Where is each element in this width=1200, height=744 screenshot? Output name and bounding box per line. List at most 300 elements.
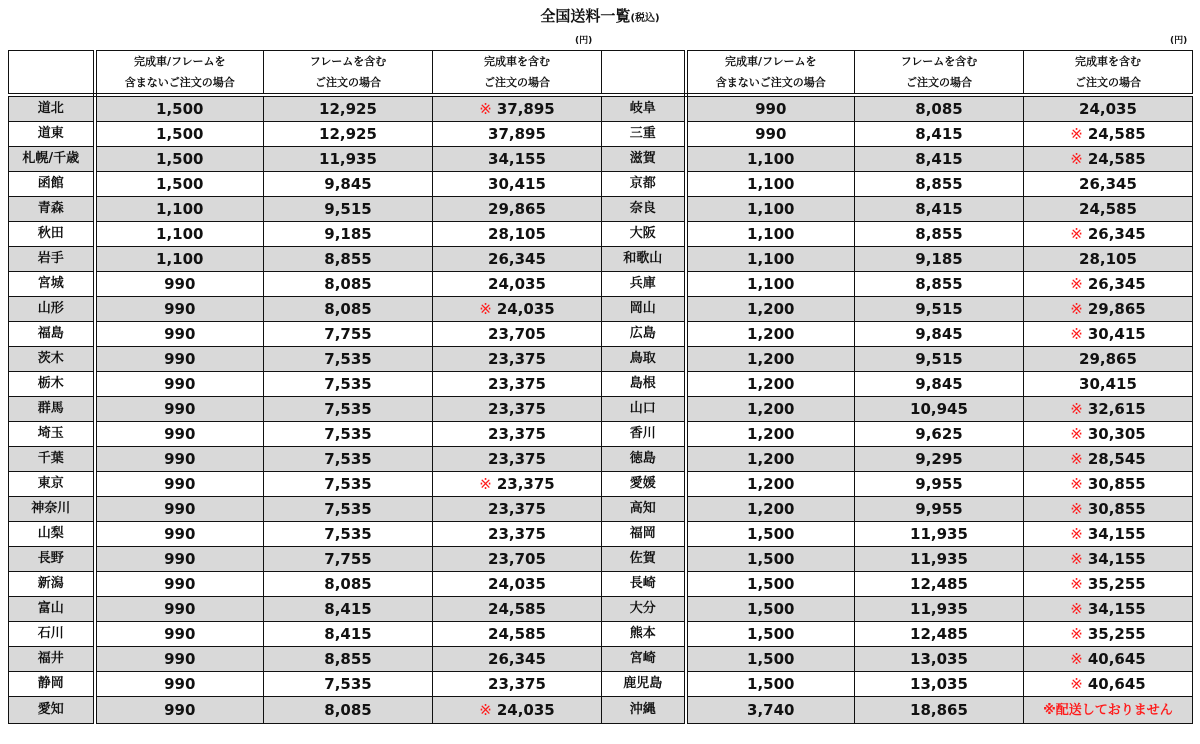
with-frame-cell: 8,855 bbox=[855, 172, 1024, 197]
asterisk-mark-icon: ※ bbox=[1070, 625, 1083, 643]
table-row bbox=[9, 522, 1193, 547]
with-bike-cell bbox=[433, 247, 602, 272]
no-frame-cell: 990 bbox=[686, 95, 855, 122]
with-frame-cell: 8,415 bbox=[855, 147, 1024, 172]
with-bike-cell bbox=[433, 222, 602, 247]
with-bike-value: 23,375 bbox=[488, 350, 546, 368]
with-bike-cell bbox=[433, 372, 602, 397]
fee-table-body bbox=[9, 95, 1193, 724]
region-cell: 福岡 bbox=[602, 522, 686, 547]
header-no-frame-left: 完成車/フレームを 含まないご注文の場合 bbox=[95, 51, 264, 96]
with-bike-cell bbox=[433, 447, 602, 472]
with-bike-cell bbox=[433, 572, 602, 597]
with-frame-cell: 13,035 bbox=[855, 672, 1024, 697]
with-bike-value: 34,155 bbox=[1087, 550, 1146, 568]
no-frame-cell: 1,100 bbox=[686, 147, 855, 172]
region-cell: 宮城 bbox=[9, 272, 95, 297]
region-cell: 佐賀 bbox=[602, 547, 686, 572]
with-bike-cell bbox=[1024, 95, 1193, 122]
no-frame-cell: 1,100 bbox=[686, 272, 855, 297]
region-cell: 島根 bbox=[602, 372, 686, 397]
with-bike-cell bbox=[433, 322, 602, 347]
with-bike-cell bbox=[1024, 597, 1193, 622]
no-frame-cell: 1,200 bbox=[686, 347, 855, 372]
with-bike-value: 26,345 bbox=[488, 250, 546, 268]
no-frame-cell: 3,740 bbox=[686, 697, 855, 724]
with-bike-value: 34,155 bbox=[1087, 525, 1146, 543]
asterisk-mark-icon: ※ bbox=[1070, 425, 1083, 443]
no-frame-cell: 1,200 bbox=[686, 422, 855, 447]
no-frame-cell: 990 bbox=[95, 322, 264, 347]
with-bike-cell bbox=[433, 422, 602, 447]
table-row bbox=[9, 222, 1193, 247]
with-bike-value: 24,035 bbox=[496, 701, 555, 719]
table-row bbox=[9, 322, 1193, 347]
no-frame-cell: 990 bbox=[95, 597, 264, 622]
with-frame-cell: 7,755 bbox=[264, 322, 433, 347]
region-cell: 道東 bbox=[9, 122, 95, 147]
table-row bbox=[9, 672, 1193, 697]
region-cell: 香川 bbox=[602, 422, 686, 447]
region-cell: 岩手 bbox=[9, 247, 95, 272]
with-bike-value: 28,105 bbox=[488, 225, 546, 243]
no-frame-cell: 990 bbox=[95, 472, 264, 497]
with-bike-cell bbox=[1024, 347, 1193, 372]
with-bike-cell bbox=[1024, 622, 1193, 647]
title-tax-note: (税込) bbox=[630, 13, 660, 24]
with-bike-cell bbox=[433, 272, 602, 297]
header-with-frame-left: フレームを含む ご注文の場合 bbox=[264, 51, 433, 96]
header-with-bike-right: 完成車を含む ご注文の場合 bbox=[1024, 51, 1193, 96]
with-frame-cell: 8,415 bbox=[855, 122, 1024, 147]
header-no-frame-right: 完成車/フレームを 含まないご注文の場合 bbox=[686, 51, 855, 96]
with-bike-cell bbox=[433, 397, 602, 422]
region-cell: 山形 bbox=[9, 297, 95, 322]
with-bike-value: 37,895 bbox=[488, 125, 546, 143]
no-frame-cell: 1,100 bbox=[95, 247, 264, 272]
with-bike-cell bbox=[433, 497, 602, 522]
with-bike-value: 26,345 bbox=[488, 650, 546, 668]
with-frame-cell: 11,935 bbox=[264, 147, 433, 172]
no-frame-cell: 990 bbox=[95, 497, 264, 522]
with-frame-cell: 9,955 bbox=[855, 472, 1024, 497]
with-bike-value: 26,345 bbox=[1087, 275, 1146, 293]
with-frame-cell: 7,535 bbox=[264, 347, 433, 372]
no-frame-cell: 1,200 bbox=[686, 497, 855, 522]
asterisk-mark-icon: ※ bbox=[1070, 450, 1083, 468]
no-frame-cell: 1,200 bbox=[686, 397, 855, 422]
table-row bbox=[9, 472, 1193, 497]
with-frame-cell: 13,035 bbox=[855, 647, 1024, 672]
no-frame-cell: 1,200 bbox=[686, 447, 855, 472]
asterisk-mark-icon: ※ bbox=[1070, 525, 1083, 543]
with-frame-cell: 7,535 bbox=[264, 472, 433, 497]
header-with-frame-right: フレームを含む ご注文の場合 bbox=[855, 51, 1024, 96]
asterisk-mark-icon: ※ bbox=[1070, 600, 1083, 618]
with-frame-cell: 7,535 bbox=[264, 522, 433, 547]
no-frame-cell: 990 bbox=[95, 447, 264, 472]
with-frame-cell: 8,855 bbox=[264, 647, 433, 672]
with-bike-cell bbox=[1024, 397, 1193, 422]
table-row bbox=[9, 272, 1193, 297]
no-frame-cell: 1,100 bbox=[686, 197, 855, 222]
table-row bbox=[9, 347, 1193, 372]
asterisk-mark-icon: ※ bbox=[479, 701, 492, 719]
asterisk-mark-icon: ※ bbox=[1070, 275, 1083, 293]
with-bike-cell bbox=[1024, 672, 1193, 697]
header-row bbox=[9, 51, 1193, 96]
asterisk-mark-icon: ※ bbox=[1070, 150, 1083, 168]
no-frame-cell: 1,500 bbox=[686, 597, 855, 622]
with-bike-cell bbox=[1024, 272, 1193, 297]
table-row bbox=[9, 497, 1193, 522]
with-frame-cell: 9,845 bbox=[264, 172, 433, 197]
with-bike-cell bbox=[433, 597, 602, 622]
region-cell: 和歌山 bbox=[602, 247, 686, 272]
with-bike-value: 23,375 bbox=[488, 375, 546, 393]
no-frame-cell: 990 bbox=[95, 422, 264, 447]
region-cell: 愛知 bbox=[9, 697, 95, 724]
with-bike-cell bbox=[433, 172, 602, 197]
region-cell: 神奈川 bbox=[9, 497, 95, 522]
with-frame-cell: 7,535 bbox=[264, 447, 433, 472]
with-frame-cell: 12,485 bbox=[855, 572, 1024, 597]
no-frame-cell: 990 bbox=[95, 547, 264, 572]
no-frame-cell: 1,100 bbox=[95, 222, 264, 247]
with-bike-value: 29,865 bbox=[1087, 300, 1146, 318]
with-bike-value: 26,345 bbox=[1079, 175, 1137, 193]
with-bike-value: 23,375 bbox=[488, 525, 546, 543]
with-frame-cell: 12,925 bbox=[264, 95, 433, 122]
table-row bbox=[9, 297, 1193, 322]
with-bike-value: 24,585 bbox=[1087, 125, 1146, 143]
with-bike-cell bbox=[1024, 572, 1193, 597]
with-frame-cell: 7,535 bbox=[264, 372, 433, 397]
with-bike-cell bbox=[433, 147, 602, 172]
region-cell: 静岡 bbox=[9, 672, 95, 697]
with-frame-cell: 7,535 bbox=[264, 397, 433, 422]
region-cell: 鳥取 bbox=[602, 347, 686, 372]
with-bike-cell bbox=[433, 347, 602, 372]
region-cell: 青森 bbox=[9, 197, 95, 222]
with-bike-value: 23,375 bbox=[488, 500, 546, 518]
table-row bbox=[9, 372, 1193, 397]
region-cell: 岐阜 bbox=[602, 95, 686, 122]
with-bike-cell bbox=[1024, 447, 1193, 472]
region-cell: 奈良 bbox=[602, 197, 686, 222]
table-row bbox=[9, 95, 1193, 122]
table-row bbox=[9, 147, 1193, 172]
region-cell: 大阪 bbox=[602, 222, 686, 247]
no-frame-cell: 1,500 bbox=[686, 522, 855, 547]
with-frame-cell: 9,625 bbox=[855, 422, 1024, 447]
asterisk-mark-icon: ※ bbox=[1070, 125, 1083, 143]
no-frame-cell: 1,100 bbox=[686, 172, 855, 197]
table-row bbox=[9, 247, 1193, 272]
no-frame-cell: 1,500 bbox=[686, 647, 855, 672]
with-bike-value: 29,865 bbox=[1079, 350, 1137, 368]
with-bike-value: 28,545 bbox=[1087, 450, 1146, 468]
with-frame-cell: 8,855 bbox=[264, 247, 433, 272]
region-cell: 富山 bbox=[9, 597, 95, 622]
region-cell: 大分 bbox=[602, 597, 686, 622]
with-bike-cell bbox=[433, 122, 602, 147]
with-bike-value: 37,895 bbox=[496, 100, 555, 118]
with-frame-cell: 9,515 bbox=[264, 197, 433, 222]
with-bike-value: 24,585 bbox=[1087, 150, 1146, 168]
region-cell: 徳島 bbox=[602, 447, 686, 472]
with-bike-value: 24,585 bbox=[488, 600, 546, 618]
with-bike-cell bbox=[1024, 322, 1193, 347]
no-frame-cell: 1,100 bbox=[686, 247, 855, 272]
no-frame-cell: 1,200 bbox=[686, 297, 855, 322]
asterisk-mark-icon: ※ bbox=[1070, 225, 1083, 243]
region-cell: 栃木 bbox=[9, 372, 95, 397]
asterisk-mark-icon: ※ bbox=[1070, 475, 1083, 493]
region-cell: 群馬 bbox=[9, 397, 95, 422]
region-cell: 岡山 bbox=[602, 297, 686, 322]
with-frame-cell: 9,515 bbox=[855, 347, 1024, 372]
with-frame-cell: 9,845 bbox=[855, 322, 1024, 347]
with-frame-cell: 7,535 bbox=[264, 422, 433, 447]
with-frame-cell: 11,935 bbox=[855, 522, 1024, 547]
table-row bbox=[9, 647, 1193, 672]
with-bike-value: 24,585 bbox=[1079, 200, 1137, 218]
region-cell: 宮崎 bbox=[602, 647, 686, 672]
table-row bbox=[9, 572, 1193, 597]
with-bike-cell bbox=[433, 197, 602, 222]
no-frame-cell: 990 bbox=[95, 572, 264, 597]
with-bike-value: 26,345 bbox=[1087, 225, 1146, 243]
no-frame-cell: 990 bbox=[95, 397, 264, 422]
no-frame-cell: 990 bbox=[95, 347, 264, 372]
asterisk-mark-icon: ※ bbox=[1070, 325, 1083, 343]
with-bike-value: 40,645 bbox=[1087, 650, 1146, 668]
with-bike-value: 28,105 bbox=[1079, 250, 1137, 268]
no-frame-cell: 1,500 bbox=[95, 95, 264, 122]
no-frame-cell: 1,200 bbox=[686, 372, 855, 397]
with-bike-value: 30,855 bbox=[1087, 500, 1146, 518]
with-frame-cell: 8,085 bbox=[264, 297, 433, 322]
region-cell: 道北 bbox=[9, 95, 95, 122]
asterisk-mark-icon: ※ bbox=[479, 475, 492, 493]
with-bike-value: 23,375 bbox=[488, 450, 546, 468]
with-bike-value: 23,375 bbox=[496, 475, 555, 493]
with-bike-cell bbox=[433, 647, 602, 672]
no-frame-cell: 990 bbox=[686, 122, 855, 147]
with-bike-cell bbox=[433, 672, 602, 697]
no-frame-cell: 990 bbox=[95, 372, 264, 397]
with-bike-cell bbox=[1024, 522, 1193, 547]
no-frame-cell: 1,500 bbox=[686, 622, 855, 647]
with-frame-cell: 7,535 bbox=[264, 672, 433, 697]
region-cell: 兵庫 bbox=[602, 272, 686, 297]
with-frame-cell: 18,865 bbox=[855, 697, 1024, 724]
no-frame-cell: 990 bbox=[95, 672, 264, 697]
with-frame-cell: 8,085 bbox=[855, 95, 1024, 122]
region-cell: 福井 bbox=[9, 647, 95, 672]
shipping-fee-table bbox=[8, 50, 1193, 724]
asterisk-mark-icon: ※ bbox=[1070, 550, 1083, 568]
with-bike-value: 23,705 bbox=[488, 325, 546, 343]
with-frame-cell: 8,415 bbox=[264, 622, 433, 647]
with-bike-cell bbox=[1024, 172, 1193, 197]
no-frame-cell: 990 bbox=[95, 297, 264, 322]
with-bike-value: 23,705 bbox=[488, 550, 546, 568]
region-cell: 新潟 bbox=[9, 572, 95, 597]
region-cell: 千葉 bbox=[9, 447, 95, 472]
with-frame-cell: 9,185 bbox=[264, 222, 433, 247]
with-bike-value: 24,035 bbox=[488, 275, 546, 293]
with-bike-value: 24,035 bbox=[496, 300, 555, 318]
region-cell: 長野 bbox=[9, 547, 95, 572]
asterisk-mark-icon: ※ bbox=[1070, 675, 1083, 693]
with-bike-cell bbox=[1024, 647, 1193, 672]
with-bike-cell bbox=[433, 95, 602, 122]
with-frame-cell: 12,485 bbox=[855, 622, 1024, 647]
with-frame-cell: 7,755 bbox=[264, 547, 433, 572]
with-bike-value: 30,415 bbox=[1079, 375, 1137, 393]
region-cell: 広島 bbox=[602, 322, 686, 347]
with-bike-value: 40,645 bbox=[1087, 675, 1146, 693]
no-frame-cell: 1,500 bbox=[95, 122, 264, 147]
region-cell: 愛媛 bbox=[602, 472, 686, 497]
no-frame-cell: 1,500 bbox=[686, 572, 855, 597]
region-cell: 高知 bbox=[602, 497, 686, 522]
with-bike-value: 35,255 bbox=[1087, 575, 1146, 593]
with-bike-value: 23,375 bbox=[488, 400, 546, 418]
with-frame-cell: 11,935 bbox=[855, 597, 1024, 622]
not-shipped-note: ※配送しておりません bbox=[1043, 703, 1173, 718]
table-row bbox=[9, 197, 1193, 222]
asterisk-mark-icon: ※ bbox=[1070, 575, 1083, 593]
with-frame-cell: 8,085 bbox=[264, 272, 433, 297]
with-bike-cell bbox=[1024, 247, 1193, 272]
with-frame-cell: 9,185 bbox=[855, 247, 1024, 272]
with-bike-cell bbox=[1024, 197, 1193, 222]
with-bike-cell bbox=[1024, 547, 1193, 572]
with-frame-cell: 8,415 bbox=[264, 597, 433, 622]
no-frame-cell: 990 bbox=[95, 647, 264, 672]
with-frame-cell: 9,295 bbox=[855, 447, 1024, 472]
with-frame-cell: 9,955 bbox=[855, 497, 1024, 522]
table-row bbox=[9, 622, 1193, 647]
with-bike-value: 23,375 bbox=[488, 675, 546, 693]
asterisk-mark-icon: ※ bbox=[479, 100, 492, 118]
region-cell: 京都 bbox=[602, 172, 686, 197]
region-cell: 鹿児島 bbox=[602, 672, 686, 697]
header-region-right bbox=[602, 51, 686, 96]
with-bike-cell bbox=[433, 297, 602, 322]
unit-label-left: (円) bbox=[575, 36, 593, 46]
region-cell: 茨木 bbox=[9, 347, 95, 372]
with-frame-cell: 12,925 bbox=[264, 122, 433, 147]
with-frame-cell: 8,415 bbox=[855, 197, 1024, 222]
table-row bbox=[9, 397, 1193, 422]
no-frame-cell: 990 bbox=[95, 622, 264, 647]
with-bike-cell bbox=[1024, 497, 1193, 522]
region-cell: 秋田 bbox=[9, 222, 95, 247]
asterisk-mark-icon: ※ bbox=[1070, 500, 1083, 518]
table-row bbox=[9, 547, 1193, 572]
with-bike-cell bbox=[1024, 472, 1193, 497]
region-cell: 埼玉 bbox=[9, 422, 95, 447]
asterisk-mark-icon: ※ bbox=[1070, 400, 1083, 418]
table-row bbox=[9, 697, 1193, 724]
with-bike-cell bbox=[1024, 122, 1193, 147]
region-cell: 山口 bbox=[602, 397, 686, 422]
with-frame-cell: 11,935 bbox=[855, 547, 1024, 572]
with-frame-cell: 8,085 bbox=[264, 572, 433, 597]
with-frame-cell: 8,855 bbox=[855, 222, 1024, 247]
with-frame-cell: 8,085 bbox=[264, 697, 433, 724]
with-frame-cell: 7,535 bbox=[264, 497, 433, 522]
with-bike-cell bbox=[433, 697, 602, 724]
with-bike-value: 24,035 bbox=[488, 575, 546, 593]
no-frame-cell: 990 bbox=[95, 522, 264, 547]
table-row bbox=[9, 597, 1193, 622]
no-frame-cell: 1,500 bbox=[95, 172, 264, 197]
table-row bbox=[9, 122, 1193, 147]
with-bike-value: 30,415 bbox=[1087, 325, 1146, 343]
with-bike-value: 24,035 bbox=[1079, 100, 1137, 118]
region-cell: 長崎 bbox=[602, 572, 686, 597]
no-frame-cell: 1,200 bbox=[686, 472, 855, 497]
with-bike-value: 30,305 bbox=[1087, 425, 1146, 443]
region-cell: 熊本 bbox=[602, 622, 686, 647]
with-frame-cell: 9,845 bbox=[855, 372, 1024, 397]
title-main: 全国送料一覧 bbox=[540, 7, 631, 25]
with-bike-value: 24,585 bbox=[488, 625, 546, 643]
with-bike-value: 30,415 bbox=[488, 175, 546, 193]
no-frame-cell: 990 bbox=[95, 697, 264, 724]
asterisk-mark-icon: ※ bbox=[479, 300, 492, 318]
with-bike-value: 34,155 bbox=[1087, 600, 1146, 618]
region-cell: 東京 bbox=[9, 472, 95, 497]
with-bike-value: 32,615 bbox=[1087, 400, 1146, 418]
table-row bbox=[9, 422, 1193, 447]
with-bike-cell bbox=[1024, 697, 1193, 724]
with-bike-value: 23,375 bbox=[488, 425, 546, 443]
with-bike-cell bbox=[1024, 422, 1193, 447]
unit-label-right: (円) bbox=[1170, 36, 1188, 46]
with-bike-value: 30,855 bbox=[1087, 475, 1146, 493]
no-frame-cell: 1,100 bbox=[686, 222, 855, 247]
with-bike-cell bbox=[433, 472, 602, 497]
with-frame-cell: 10,945 bbox=[855, 397, 1024, 422]
with-bike-cell bbox=[1024, 372, 1193, 397]
header-with-bike-left: 完成車を含む ご注文の場合 bbox=[433, 51, 602, 96]
no-frame-cell: 1,500 bbox=[686, 672, 855, 697]
region-cell: 福島 bbox=[9, 322, 95, 347]
table-row bbox=[9, 172, 1193, 197]
with-frame-cell: 8,855 bbox=[855, 272, 1024, 297]
region-cell: 滋賀 bbox=[602, 147, 686, 172]
table-row bbox=[9, 447, 1193, 472]
region-cell: 沖縄 bbox=[602, 697, 686, 724]
with-bike-value: 29,865 bbox=[488, 200, 546, 218]
region-cell: 石川 bbox=[9, 622, 95, 647]
no-frame-cell: 1,500 bbox=[686, 547, 855, 572]
no-frame-cell: 1,100 bbox=[95, 197, 264, 222]
with-bike-cell bbox=[1024, 147, 1193, 172]
with-bike-cell bbox=[433, 622, 602, 647]
with-bike-value: 35,255 bbox=[1087, 625, 1146, 643]
region-cell: 函館 bbox=[9, 172, 95, 197]
with-bike-cell bbox=[433, 547, 602, 572]
no-frame-cell: 1,200 bbox=[686, 322, 855, 347]
with-bike-cell bbox=[1024, 222, 1193, 247]
